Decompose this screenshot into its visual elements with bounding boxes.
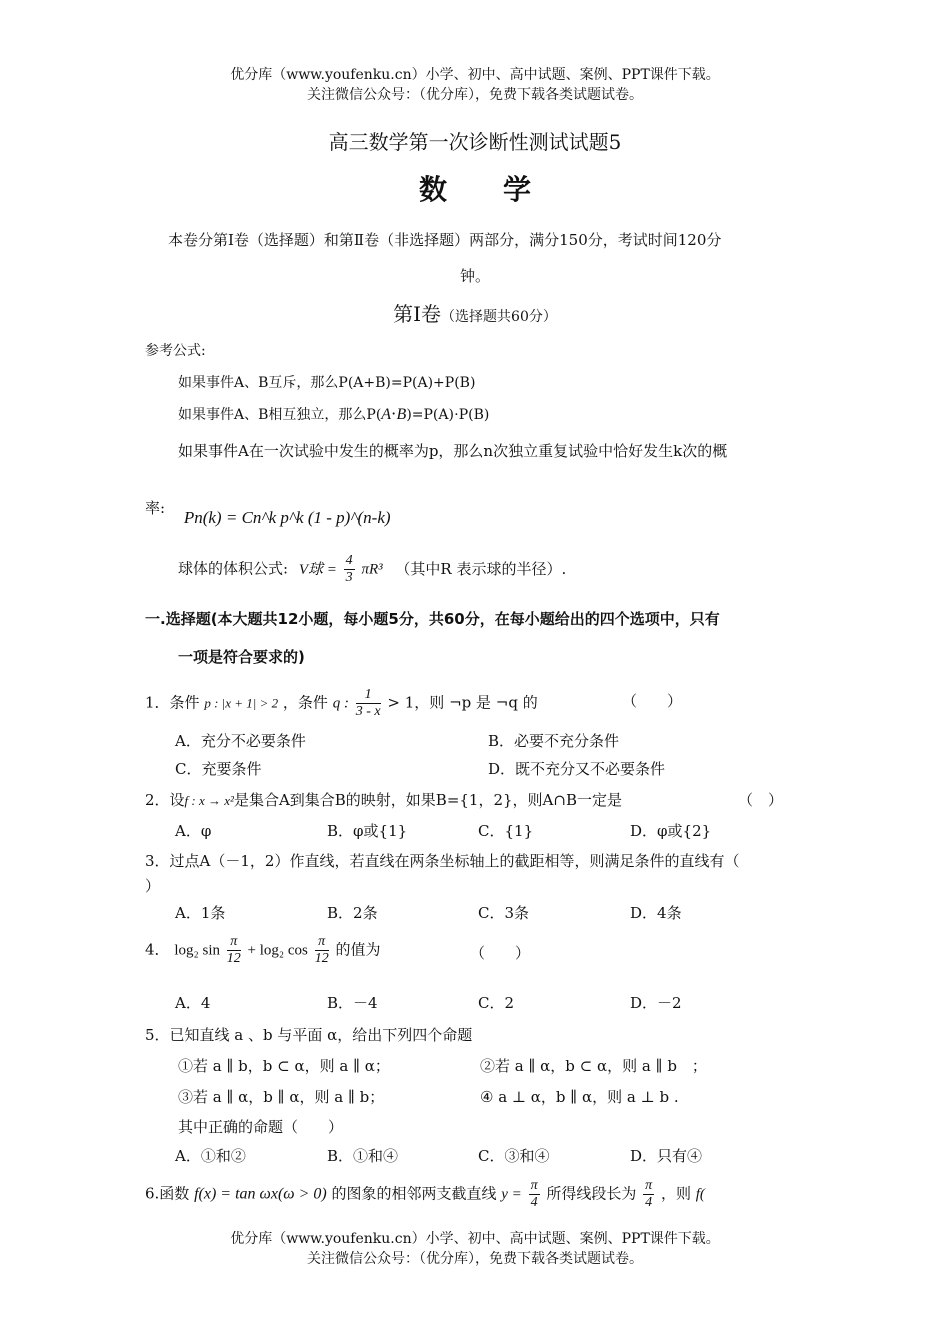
q1-option-b: B．必要不充分条件	[488, 732, 620, 750]
q2-option-c: C．{1}	[478, 822, 534, 840]
header-line-1: 优分库（www.youfenku.cn）小学、初中、高中试题、案例、PPT课件下载。	[230, 67, 720, 83]
q4-fraction-2	[315, 934, 329, 967]
q4-log-cos: + log₂ cos	[247, 942, 308, 959]
section-one-title-2: 一项是符合要求的)	[178, 648, 305, 666]
q4-post: 的值为	[335, 940, 381, 959]
fraction-denominator: 4	[645, 1195, 653, 1210]
formula-sphere-rhs: πR³	[361, 561, 383, 578]
q6-f-open: f(	[695, 1186, 705, 1203]
footer-line-1: 优分库（www.youfenku.cn）小学、初中、高中试题、案例、PPT课件下载。	[230, 1231, 720, 1247]
intro-line-2: 钟。	[459, 267, 490, 285]
q3-option-c: C．3条	[478, 904, 530, 922]
q2-option-b: B．φ或{1}	[327, 822, 408, 840]
q5-proposition-2: ②若 a ∥ α，b ⊂ α，则 a ∥ b ；	[480, 1057, 707, 1075]
part-one-heading	[0, 298, 950, 327]
section-one-title-1: 一.选择题(本大题共12小题，每小题5分，共60分，在每小题给出的四个选项中，只有	[145, 610, 720, 628]
fraction-numerator: π	[227, 934, 241, 951]
q6-mid2: 所得线段长为	[546, 1184, 637, 1203]
q4-answer-paren: （ ）	[470, 944, 531, 962]
formula-independent-product: A⋅B	[381, 406, 407, 423]
q6-mid: 的图象的相邻两支截直线	[331, 1184, 497, 1203]
q6-fraction-1	[529, 1178, 540, 1211]
q5-option-d: D．只有④	[630, 1147, 703, 1165]
header-line-2: 关注微信公众号：（优分库），免费下载各类试题试卷。	[307, 87, 643, 103]
question-6-stem	[145, 1178, 705, 1211]
fraction-numerator: π	[530, 1178, 538, 1193]
subject-title: 数 学	[418, 173, 531, 206]
q1-fraction	[356, 687, 381, 720]
formula-binomial-pre: 率:	[145, 499, 166, 517]
formula-sphere-fraction	[344, 553, 355, 586]
formula-binomial-row	[145, 497, 391, 527]
q1-post: ，则 ¬p 是 ¬q 的	[414, 693, 538, 712]
question-1-stem	[145, 687, 538, 720]
q2-option-a: A．φ	[175, 822, 212, 840]
q4-option-b: B．－4	[327, 994, 378, 1012]
fraction-denominator: 12	[226, 951, 241, 966]
q2-mapping: f : x → x²	[184, 793, 234, 808]
q5-proposition-4: ④ a ⊥ α，b ∥ α，则 a ⊥ b .	[480, 1088, 679, 1106]
q1-condition-p: p : |x + 1| > 2	[204, 695, 279, 711]
question-3-stem-2: ）	[145, 877, 161, 895]
page-title: 高三数学第一次诊断性测试试题5	[328, 130, 622, 154]
formula-binomial-text: 如果事件A在一次试验中发生的概率为p，那么n次独立重复试验中恰好发生k次的概	[178, 442, 728, 460]
q5-proposition-1: ①若 a ∥ b，b ⊂ α，则 a ∥ α；	[178, 1057, 390, 1075]
q1-option-a: A．充分不必要条件	[175, 732, 306, 750]
q5-option-b: B．①和④	[327, 1147, 399, 1165]
q6-post: ，则	[660, 1184, 691, 1203]
q5-option-a: A．①和②	[175, 1147, 246, 1165]
part-one-note: （选择题共60分）	[441, 309, 557, 325]
formulas-heading: 参考公式:	[145, 343, 206, 359]
fraction-denominator: 4	[530, 1195, 538, 1210]
q3-option-a: A．1条	[175, 904, 226, 922]
fraction-denominator: 12	[314, 951, 329, 966]
q1-condition-q: q :	[332, 695, 349, 712]
q4-log-sin: log₂ sin	[174, 942, 220, 959]
q6-function: f(x) = tan ωx(ω > 0)	[194, 1185, 327, 1203]
formula-sphere-post: （其中R 表示球的半径）.	[395, 559, 567, 578]
q1-gt: > 1	[387, 693, 415, 712]
q2-answer-paren: （ ）	[738, 791, 784, 809]
q4-pre: 4．	[145, 940, 170, 959]
q2-pre: 2．设	[145, 791, 185, 809]
formula-sphere-lhs: V球 =	[298, 561, 337, 578]
q3-option-d: D．4条	[630, 904, 682, 922]
fraction-numerator: π	[315, 934, 329, 951]
formula-sphere-row	[178, 553, 566, 586]
q4-fraction-1	[227, 934, 241, 967]
fraction-numerator: π	[645, 1178, 653, 1193]
q2-option-d: D．φ或{2}	[630, 822, 712, 840]
q1-answer-paren: （ ）	[622, 692, 683, 710]
q1-mid: ，条件	[282, 693, 328, 712]
fraction-numerator: 4	[345, 553, 353, 568]
q5-proposition-3: ③若 a ∥ α，b ∥ α，则 a ∥ b；	[178, 1088, 385, 1106]
fraction-denominator: 3 - x	[355, 704, 381, 719]
formula-binomial: Pn(k) = Cn^k p^k (1 - p)^(n-k)	[183, 508, 391, 527]
formula-independent	[178, 404, 489, 424]
fraction-denominator: 3	[345, 570, 353, 585]
q1-option-c: C．充要条件	[175, 760, 262, 778]
q3-option-b: B．2条	[327, 904, 378, 922]
fraction-numerator: 1	[356, 687, 381, 704]
formula-mutually-exclusive: 如果事件A、B互斥，那么P(A+B)=P(A)+P(B)	[178, 375, 476, 391]
q5-ask: 其中正确的命题（ ）	[178, 1118, 344, 1136]
q6-line-y: y =	[501, 1186, 522, 1203]
q1-pre: 1．条件	[145, 693, 200, 712]
q1-option-d: D．既不充分又不必要条件	[488, 760, 666, 778]
formula-sphere-pre: 球体的体积公式:	[178, 559, 289, 578]
question-5-stem: 5．已知直线 a 、b 与平面 α，给出下列四个命题	[145, 1026, 473, 1044]
part-one-label: 第Ⅰ卷	[393, 302, 442, 326]
q4-option-a: A．4	[175, 994, 211, 1012]
footer-line-2: 关注微信公众号：（优分库），免费下载各类试题试卷。	[307, 1251, 643, 1267]
question-3-stem-1: 3．过点A（－1，2）作直线，若直线在两条坐标轴上的截距相等，则满足条件的直线有（	[145, 852, 740, 870]
question-2-stem	[145, 789, 622, 810]
question-4-stem	[145, 934, 380, 967]
q2-post: 是集合A到集合B的映射，如果B={1，2}，则A∩B一定是	[233, 791, 622, 809]
q6-pre: 6.函数	[145, 1184, 190, 1203]
formula-independent-pre: 如果事件A、B相互独立，那么P(	[178, 407, 382, 423]
intro-line-1: 本卷分第Ⅰ卷（选择题）和第Ⅱ卷（非选择题）两部分，满分150分，考试时间120分	[168, 231, 722, 249]
q4-option-d: D．－2	[630, 994, 682, 1012]
formula-independent-post: )=P(A)⋅P(B)	[406, 407, 490, 423]
q5-option-c: C．③和④	[478, 1147, 550, 1165]
q4-option-c: C．2	[478, 994, 515, 1012]
q6-fraction-2	[643, 1178, 654, 1211]
